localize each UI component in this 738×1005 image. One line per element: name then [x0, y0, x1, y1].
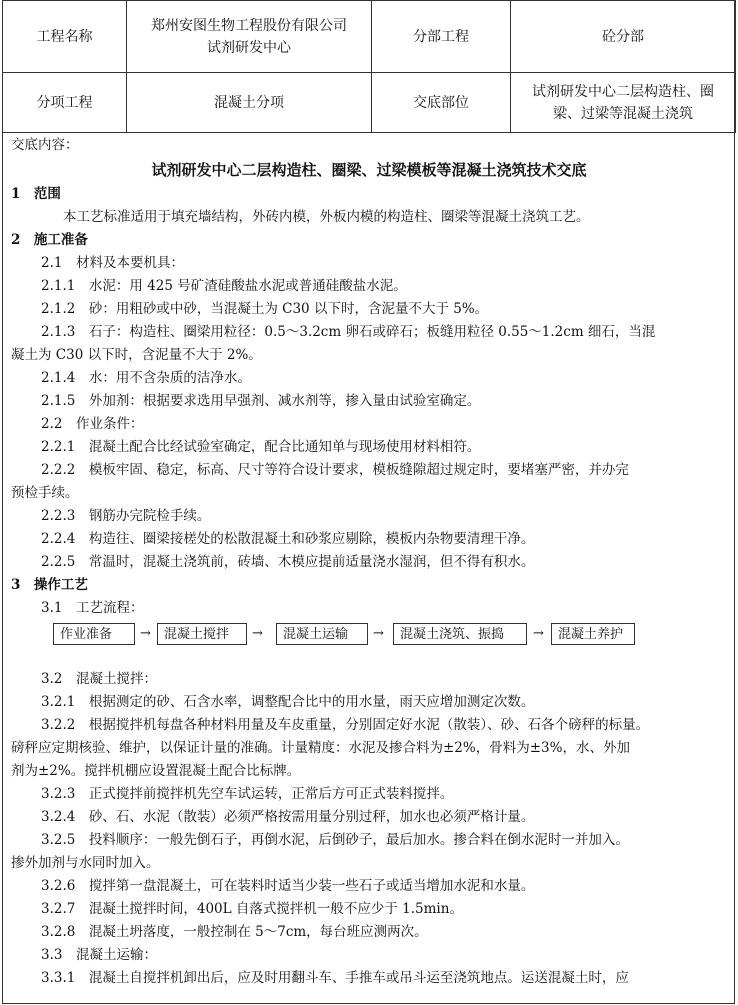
para-3-2-8: 3.2.8 混凝土坍落度，一般控制在 5～7cm，每台班应测两次。: [41, 924, 428, 940]
para-2-2-3: 2.2.3 钢筋办完院检手续。: [41, 508, 211, 524]
location-line2: 梁、过梁等混凝土浇筑: [553, 105, 693, 122]
para-2-2-4: 2.2.4 构造往、圈梁接槎处的松散混凝土和砂浆应剔除，模板内杂物要清理干净。: [41, 531, 535, 547]
para-2-1-1: 2.1.1 水泥：用 425 号矿渣硅酸盐水泥或普通硅酸盐水泥。: [41, 278, 407, 294]
para-2-1-3-line1: 2.1.3 石子：构造柱、圈梁用粒径：0.5～3.2cm 卵石或碎石；板缝用粒径 0.55～1.2cm 细石，当混: [41, 324, 656, 340]
para-3-2-7: 3.2.7 混凝土搅拌时间，400L 自落式搅拌机一般不应少于 1.5min。: [41, 901, 463, 917]
flow-step-5: 混凝土养护: [551, 623, 635, 645]
flow-arrow-icon: →: [252, 626, 263, 641]
project-name-value: [127, 1, 372, 73]
flow-step-3: 混凝土运输: [276, 623, 368, 645]
intro-label: 交底内容：: [11, 137, 79, 153]
flow-step-1: 作业准备: [53, 623, 135, 645]
flow-step-2: 混凝土搅拌: [157, 623, 247, 645]
flow-arrow-icon: →: [533, 626, 544, 641]
disclosure-content: [11, 134, 727, 990]
project-name-label: 工程名称: [3, 1, 127, 73]
process-flow: [53, 620, 727, 668]
para-2-1-5: 2.1.5 外加剂：根据要求选用早强剂、减水剂等，掺入量由试验室确定。: [41, 393, 481, 409]
para-2-1-2: 2.1.2 砂：用粗砂或中砂，当混凝土为 C30 以下时，含泥量不大于 5%。: [41, 301, 489, 317]
para-3-2-2-line1: 3.2.2 根据搅拌机每盘各种材料用量及车皮重量，分别固定好水泥（散装）、砂、石各个磅秤的标量。: [41, 717, 650, 733]
document-page: [2, 0, 735, 1004]
flow-arrow-icon: →: [140, 626, 151, 641]
project-name-line1: 郑州安图生物工程股份有限公司: [151, 17, 347, 34]
para-3-2-1: 3.2.1 根据测定的砂、石含水率，调整配合比中的用水量，雨天应增加测定次数。: [41, 694, 535, 710]
para-2-1-4: 2.1.4 水：用不含杂质的洁净水。: [41, 370, 251, 386]
division-label: 分部工程: [372, 1, 511, 73]
para-2-2-1: 2.2.1 混凝土配合比经试验室确定，配合比通知单与现场使用材料相符。: [41, 439, 481, 455]
section-2-heading: 2 施工准备: [11, 232, 88, 248]
para-2-2-2-line1: 2.2.2 模板牢固、稳定，标高、尺寸等符合设计要求，模板缝隙超过规定时，要堵塞严密，并办完: [41, 462, 629, 478]
subitem-value: 混凝土分项: [127, 73, 372, 133]
para-3-1: 3.1 工艺流程：: [41, 600, 144, 616]
para-3-2-3: 3.2.3 正式搅拌前搅拌机先空车试运转，正常后方可正式装料搅拌。: [41, 786, 454, 802]
para-3-2-2-line2: 磅秤应定期核验、维护，以保证计量的准确。计量精度：水泥及掺合料为±2%，骨料为±3%，水、外加: [11, 740, 630, 756]
section-1-text: 本工艺标准适用于填充墙结构，外砖内模，外板内模的构造柱、圈梁等混凝土浇筑工艺。: [63, 209, 590, 225]
location-label: 交底部位: [372, 73, 511, 133]
para-2-1-3-line2: 凝土为 C30 以下时，含泥量不大于 2%。: [11, 347, 262, 363]
para-3-3: 3.3 混凝土运输：: [41, 947, 157, 963]
document-title: 试剂研发中心二层构造柱、圈梁、过梁模板等混凝土浇筑技术交底: [151, 161, 587, 179]
para-3-2: 3.2 混凝土搅拌：: [41, 671, 157, 687]
section-3-heading: 3 操作工艺: [11, 577, 88, 593]
header-table: [2, 0, 736, 133]
para-3-2-2-line3: 剂为±2%。搅拌机棚应设置混凝土配合比标牌。: [11, 763, 301, 779]
project-name-line2: 试剂研发中心: [207, 39, 291, 56]
para-3-2-5-line1: 3.2.5 投料顺序：一般先倒石子，再倒水泥，后倒砂子，最后加水。掺合料在倒水泥时一并加入。: [41, 832, 629, 848]
para-2-1: 2.1 材料及本要机具：: [41, 255, 184, 271]
location-value: [511, 73, 736, 133]
flow-step-4: 混凝土浇筑、振捣: [393, 623, 527, 645]
subitem-label: 分项工程: [3, 73, 127, 133]
section-1-heading: 1 范围: [11, 186, 61, 202]
para-3-2-6: 3.2.6 搅拌第一盘混凝土，可在装料时适当少装一些石子或适当增加水泥和水量。: [41, 878, 535, 894]
flow-arrow-icon: →: [373, 626, 384, 641]
para-2-2-5: 2.2.5 常温时，混凝土浇筑前，砖墙、木模应提前适量浇水湿润，但不得有积水。: [41, 554, 535, 570]
para-3-2-4: 3.2.4 砂、石、水泥（散装）必须严格按需用量分别过秤，加水也必须严格计量。: [41, 809, 535, 825]
division-value: 砼分部: [511, 1, 736, 73]
location-line1: 试剂研发中心二层构造柱、圈: [532, 83, 714, 100]
para-2-2: 2.2 作业条件：: [41, 416, 144, 432]
para-2-2-2-line2: 预检手续。: [11, 485, 79, 501]
para-3-3-1: 3.3.1 混凝土自搅拌机卸出后，应及时用翻斗车、手推车或吊斗运至浇筑地点。运送混凝土时，应: [41, 970, 629, 986]
para-3-2-5-line2: 掺外加剂与水同时加入。: [11, 855, 160, 871]
